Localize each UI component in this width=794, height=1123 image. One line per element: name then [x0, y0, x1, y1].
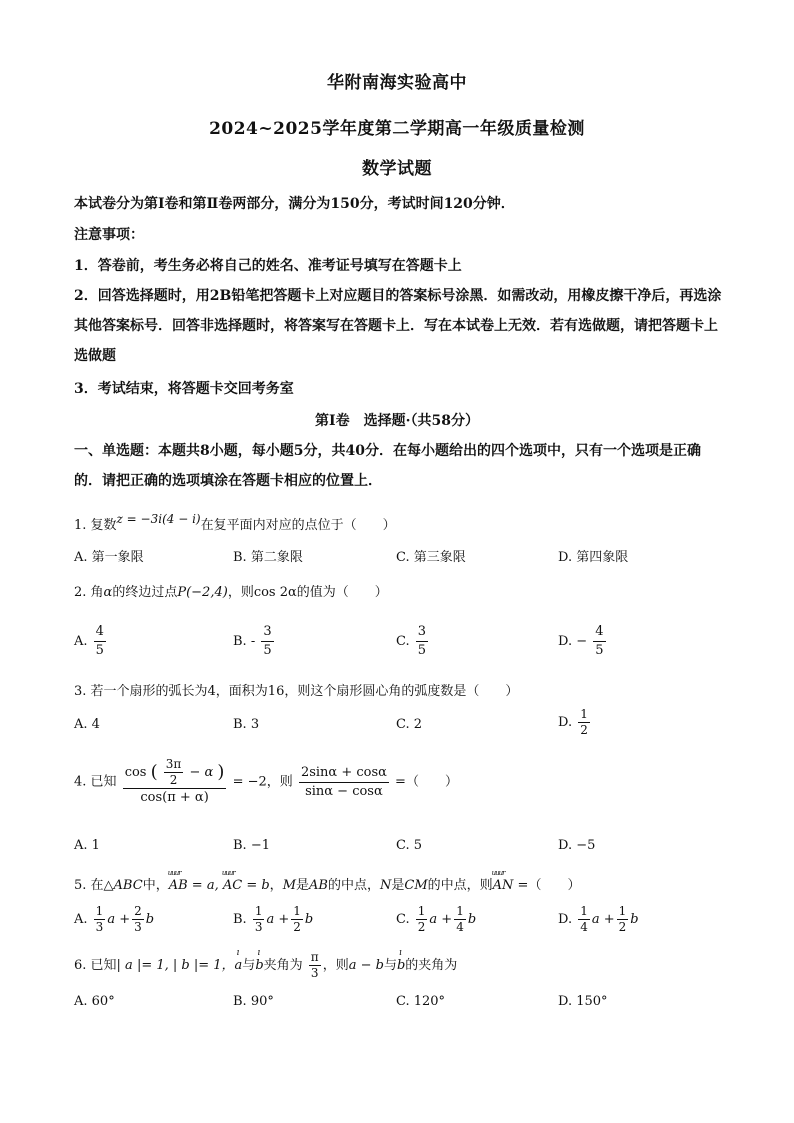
q5-ac-vector: uuur AC	[223, 878, 242, 893]
question-3: 3. 若一个扇形的弧长为4，面积为16，则这个扇形圆心角的弧度数是（ ）	[74, 684, 519, 699]
q1-pre: 1. 复数	[74, 518, 117, 533]
q4-target-fraction	[299, 764, 389, 801]
q2-alpha: α	[103, 585, 113, 600]
q5-d-op: a +	[591, 912, 615, 927]
q2-post: 的值为（ ）	[296, 585, 388, 600]
q6-mid3: ，则	[322, 958, 349, 973]
q1-option-a[interactable]: A. 第一象限	[74, 550, 144, 565]
q5-c-op: a +	[429, 912, 453, 927]
q2-a-fraction	[94, 623, 106, 660]
q5-d-frac2-num: 1	[618, 904, 627, 918]
q6-post: 的夹角为	[405, 958, 458, 973]
q5-c-end: b	[467, 912, 477, 927]
q5-option-d[interactable]	[558, 904, 639, 935]
q5-cm: CM	[404, 878, 428, 893]
q2-c-den: 5	[417, 643, 427, 658]
q2-d-label: D.	[558, 634, 573, 649]
q2-d-fraction	[593, 623, 605, 660]
q3-d-num: 1	[580, 707, 588, 721]
q4-given-den: cos(π + α)	[123, 788, 227, 807]
q4-paren-close: )	[217, 761, 225, 783]
q4-given-num	[123, 757, 227, 788]
q5-c-frac2-num: 1	[456, 904, 464, 918]
question-5	[74, 874, 580, 893]
q6-mid2: 夹角为	[263, 958, 303, 973]
q4-option-b[interactable]: B. −1	[233, 838, 270, 853]
q1-option-b[interactable]: B. 第二象限	[233, 550, 303, 565]
q6-cond: | a |= 1, | b |= 1，	[116, 958, 235, 973]
section-1-desc: 一、单选题：本题共8小题，每小题5分，共40分．在每小题给出的四个选项中，只有一个选项是正确的．请把正确的选项填涂在答题卡相应的位置上．	[74, 443, 701, 489]
q2-b-fraction	[261, 623, 273, 660]
q6-angle-fraction	[309, 950, 321, 981]
q6-option-b[interactable]: B. 90°	[233, 994, 274, 1009]
q5-d-frac1-den: 4	[580, 920, 588, 934]
q6-angle-num: π	[310, 950, 319, 964]
q1-option-d[interactable]: D. 第四象限	[558, 550, 629, 565]
q4-option-a[interactable]: A. 1	[74, 838, 100, 853]
q2-mid: 的终边过点	[112, 585, 178, 600]
q5-mid1: 中，	[142, 878, 169, 893]
q3-d-den: 2	[580, 723, 588, 737]
q2-a-num: 4	[95, 624, 104, 639]
q2-a-label: A.	[74, 634, 88, 649]
q4-pre: 4. 已知	[74, 774, 117, 790]
q5-d-frac1-num: 1	[580, 904, 588, 918]
q5-mid6: 的中点，则	[427, 878, 493, 893]
q5-c-frac1	[416, 904, 428, 935]
q5-b-op: a +	[266, 912, 290, 927]
question-1	[74, 514, 396, 533]
q5-ab-seg: AB	[309, 878, 328, 893]
q5-a-frac2-den: 3	[134, 920, 142, 934]
note-3: 3．考试结束，将答题卡交回考务室	[74, 381, 294, 397]
q5-c-frac1-num: 1	[417, 904, 426, 918]
question-4	[74, 757, 458, 807]
q4-paren-open: (	[150, 761, 158, 783]
q2-option-d[interactable]	[558, 623, 608, 660]
q6-a1: ı a	[235, 958, 243, 973]
q2-c-num: 3	[417, 624, 427, 639]
q5-b-label: B.	[233, 912, 247, 927]
q5-post: =（ ）	[513, 878, 581, 893]
school-name: 华附南海实验高中	[327, 73, 467, 93]
q6-b2: ı b	[397, 958, 405, 973]
q2-b-num: 3	[263, 624, 272, 639]
q5-a-frac1-num: 1	[95, 904, 104, 918]
q5-b-frac1	[253, 904, 265, 935]
q5-eq2: = b	[242, 878, 270, 893]
q5-ab-vector: uuur AB	[169, 878, 188, 893]
q6-mid4: 与	[383, 958, 397, 973]
q5-a-frac2-num: 2	[134, 904, 142, 918]
q5-b-frac2	[291, 904, 303, 935]
q5-a-frac2	[132, 904, 144, 935]
q4-cos-word: cos	[124, 765, 147, 780]
q3-option-a[interactable]: A. 4	[74, 717, 100, 732]
q2-c-label: C.	[396, 634, 410, 649]
q4-inner-fraction	[164, 757, 184, 788]
q5-c-frac1-den: 2	[417, 920, 426, 934]
q2-option-c[interactable]	[396, 623, 430, 660]
q5-a-frac1	[94, 904, 106, 935]
q6-option-a[interactable]: A. 60°	[74, 994, 115, 1009]
q5-mid3: 是	[296, 878, 310, 893]
q4-inner-num: 3π	[165, 757, 182, 771]
intro-text: 本试卷分为第Ⅰ卷和第Ⅱ卷两部分，满分为150分，考试时间120分钟．	[74, 196, 515, 212]
q2-cos: cos 2α	[253, 585, 297, 600]
question-2	[74, 581, 388, 600]
q5-option-a[interactable]	[74, 904, 154, 935]
q4-post: =（ ）	[395, 774, 458, 790]
q2-b-label: B.	[233, 634, 247, 649]
exam-title: 2024~2025学年度第二学期高一年级质量检测	[209, 119, 585, 139]
q5-d-label: D.	[558, 912, 573, 927]
q3-d-fraction	[578, 707, 590, 738]
q5-mid2: ，	[269, 878, 283, 893]
q2-d-num: 4	[595, 624, 604, 639]
q3-option-c[interactable]: C. 2	[396, 717, 423, 732]
q6-b1: ı b	[255, 958, 263, 973]
q2-b-sign: -	[250, 634, 256, 649]
q5-b-frac2-num: 1	[293, 904, 301, 918]
q2-b-den: 5	[263, 643, 272, 658]
notes-title: 注意事项：	[74, 227, 144, 243]
q4-inner-den: 2	[164, 772, 184, 788]
q2-pre: 2. 角	[74, 585, 104, 600]
q1-expr: z = −3i(4 − i)	[116, 512, 201, 526]
q5-c-frac2	[454, 904, 466, 935]
q5-b-frac1-den: 3	[254, 920, 263, 934]
q5-n: N	[379, 878, 392, 893]
q6-option-c[interactable]: C. 120°	[396, 994, 446, 1009]
note-2: 2．回答选择题时，用2B铅笔把答题卡上对应题目的答案标号涂黑．如需改动，用橡皮擦干净后，再选涂其他答案标号．回答非选择题时，将答案写在答题卡上．写在本试卷上无效．若有选做题，请把答题卡上选做题	[74, 288, 722, 364]
q5-option-b[interactable]	[233, 904, 313, 935]
section-1-title: 第Ⅰ卷 选择题·（共58分）	[315, 413, 479, 429]
q5-mid4: 的中点，	[327, 878, 380, 893]
q6-expr: a − b	[348, 958, 384, 973]
q4-target-den: sinα − cosα	[299, 782, 389, 801]
q2-c-fraction	[416, 623, 428, 660]
q5-a-end: b	[145, 912, 155, 927]
q5-b-frac2-den: 2	[293, 920, 301, 934]
q5-option-c[interactable]	[396, 904, 476, 935]
q5-d-frac2-den: 2	[618, 920, 627, 934]
q4-num-tail: − α	[189, 765, 214, 780]
q5-b-frac1-num: 1	[254, 904, 263, 918]
q5-c-frac2-den: 4	[456, 920, 464, 934]
q3-d-label: D.	[558, 715, 573, 730]
subject-title: 数学试题	[362, 159, 432, 179]
q2-d-den: 5	[595, 643, 604, 658]
q4-mid: ，则	[266, 774, 293, 790]
q5-mid5: 是	[391, 878, 405, 893]
q2-mid2: ，则	[227, 585, 254, 600]
q4-eq: = −2	[232, 774, 267, 790]
q4-option-c[interactable]: C. 5	[396, 838, 423, 853]
q6-option-d[interactable]: D. 150°	[558, 994, 608, 1009]
q5-d-frac1	[578, 904, 590, 935]
q6-angle-den: 3	[309, 965, 321, 981]
q5-a-op: a +	[107, 912, 131, 927]
q2-option-b[interactable]	[233, 623, 276, 660]
q6-mid1: 与	[242, 958, 256, 973]
q2-option-a[interactable]	[74, 623, 108, 660]
q1-option-c[interactable]: C. 第三象限	[396, 550, 466, 565]
q5-b-end: b	[304, 912, 314, 927]
q5-m: M	[282, 878, 296, 893]
q3-option-d[interactable]	[558, 707, 592, 738]
q5-d-end: b	[630, 912, 639, 927]
q5-pre: 5. 在	[74, 878, 104, 893]
q5-tri: △ABC	[103, 878, 143, 893]
note-1: 1．答卷前，考生务必将自己的姓名、准考证号填写在答题卡上	[74, 258, 462, 274]
q5-d-frac2	[617, 904, 629, 935]
q5-a-label: A.	[74, 912, 88, 927]
q4-option-d[interactable]: D. −5	[558, 838, 596, 853]
q2-point: P(−2,4)	[177, 585, 228, 600]
q6-pre: 6. 已知	[74, 958, 117, 973]
q4-target-num: 2sinα + cosα	[300, 764, 387, 780]
q5-a-frac1-den: 3	[95, 920, 104, 934]
q2-d-sign: −	[576, 634, 588, 649]
q4-given-fraction	[123, 757, 227, 807]
q3-option-b[interactable]: B. 3	[233, 717, 260, 732]
q5-an-vector: uuur AN	[493, 878, 514, 893]
q5-eq1: = a,	[187, 878, 223, 893]
q1-post: 在复平面内对应的点位于（ ）	[200, 518, 396, 533]
q5-c-label: C.	[396, 912, 410, 927]
question-6	[74, 950, 457, 981]
q2-a-den: 5	[95, 643, 104, 658]
